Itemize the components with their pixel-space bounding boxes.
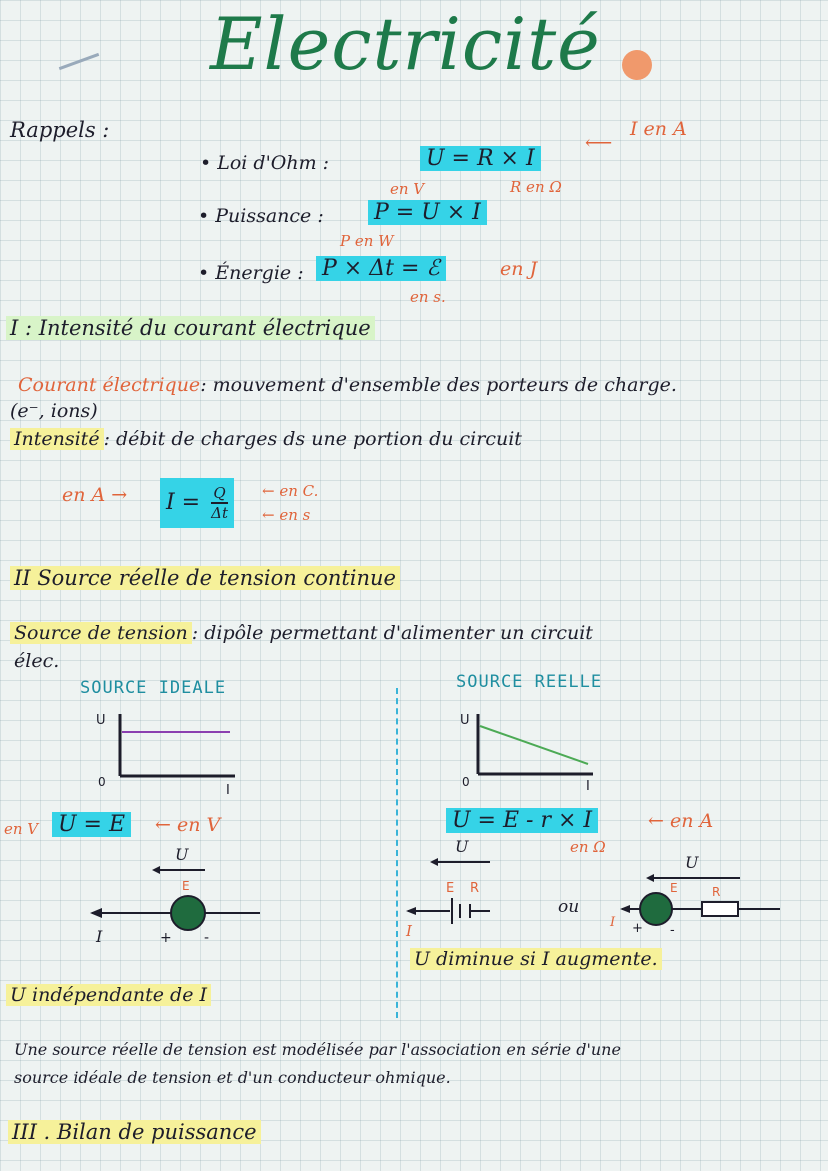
generator-icon [640,893,672,925]
ideale-u-arrow-label: U [175,845,189,864]
reelle-caption: SOURCE REELLE [456,672,603,692]
arrow-head-icon [406,907,416,915]
rappels-heading: Rappels : [10,118,110,142]
ohm-r-note: R en Ω [510,178,562,196]
reelle-i-label-1: I [406,922,412,940]
courant-term: Courant électrique [18,374,201,396]
source-definition [10,622,593,644]
puissance-label: • Puissance : [198,205,324,227]
orange-dot-icon [622,50,652,80]
ideale-u-label: U [96,713,106,728]
i-eq-left: I = [166,490,201,515]
arrow-head-icon [620,905,630,913]
resistor-icon [702,902,738,916]
intensity-equation [160,478,234,528]
energie-j-note: en J [500,258,538,280]
reelle-i-label-2: I [610,915,616,930]
reelle-r-label-1: R [470,881,480,896]
energie-equation: P × Δt = ℰ [316,256,446,281]
reelle-r-label-2: R [712,885,721,899]
reelle-curve [480,726,588,764]
ohm-equation: U = R × I [420,146,541,171]
reelle-origin: 0 [462,775,470,789]
reelle-i-label: I [586,779,590,794]
arrow-head-icon [646,874,654,882]
t-note: ← en s [262,506,311,524]
source-def-1: : dipôle permettant d'alimenter un circuit [191,622,593,644]
ohm-i-note: I en A [630,118,687,140]
ideale-plus: + [160,930,172,946]
q-note: ← en C. [262,482,319,500]
reelle-e-label-2: E [670,881,678,895]
ideale-i-label: I [226,783,230,796]
reelle-e-label-1: E [446,881,455,896]
reelle-circuits [400,836,820,946]
arrow-head-icon [152,866,160,874]
column-divider [396,688,398,1018]
arrow-head-icon [430,858,438,866]
i-unit: en A → [62,484,128,506]
intensite-term: Intensité [10,428,104,450]
courant-definition [18,374,677,396]
i-numerator: Q [211,484,228,504]
courant-def: : mouvement d'ensemble des porteurs de charge. [200,374,677,396]
section-3-title: III . Bilan de puissance [8,1120,261,1144]
ideale-origin: 0 [98,775,106,789]
reelle-u-arrow-label-2: U [685,853,699,872]
intensite-definition [10,428,522,450]
section-2-title: II Source réelle de tension continue [10,566,400,590]
reelle-minus: - [670,923,675,938]
ideale-conclusion: U indépendante de I [6,984,211,1006]
reelle-u-label: U [460,713,470,728]
ideale-equation: U = E [52,812,131,837]
reelle-u-arrow-label-1: U [455,837,469,856]
source-def-2: élec. [14,650,60,672]
model-text-2: source idéale de tension et d'un conducteur ohmique. [14,1068,451,1087]
ohm-u-note: en V [390,180,425,198]
energie-s-note: en s. [410,288,446,306]
section-1-title: I : Intensité du courant électrique [6,316,375,340]
page-title: Electricité [210,2,601,86]
reelle-r-note: en Ω [570,838,606,856]
reelle-equation: U = E - r × I [446,808,598,833]
ideale-circuit [80,840,280,955]
ideale-right-note: ← en V [155,814,221,836]
ideale-minus: - [204,930,210,946]
energie-label: • Énergie : [198,262,304,284]
puissance-equation: P = U × I [368,200,487,225]
pencil-mark [59,53,99,70]
reelle-plus: + [632,921,643,936]
ideale-left-note: en V [4,820,39,838]
arrow-head-icon [90,908,102,918]
reelle-graph [448,706,608,796]
courant-paren: (e⁻, ions) [10,400,98,422]
ohm-label: • Loi d'Ohm : [200,152,330,174]
i-denominator: Δt [211,504,228,522]
ideale-graph [80,706,260,796]
puissance-note: P en W [340,232,394,250]
ideale-i-wire-label: I [96,927,103,946]
intensite-def: : débit de charges ds une portion du circuit [103,428,522,450]
ou-label: ou [558,897,580,917]
ideale-caption: SOURCE IDEALE [80,678,227,698]
arrow-left-icon: ⟵ [585,132,613,154]
model-text-1: Une source réelle de tension est modélisée par l'association en série d'une [14,1040,621,1059]
ideale-e-label: E [182,879,190,893]
reelle-conclusion: U diminue si I augmente. [410,948,662,970]
source-term: Source de tension [10,622,192,644]
reelle-i-note: ← en A [648,810,714,832]
generator-icon [171,896,205,930]
